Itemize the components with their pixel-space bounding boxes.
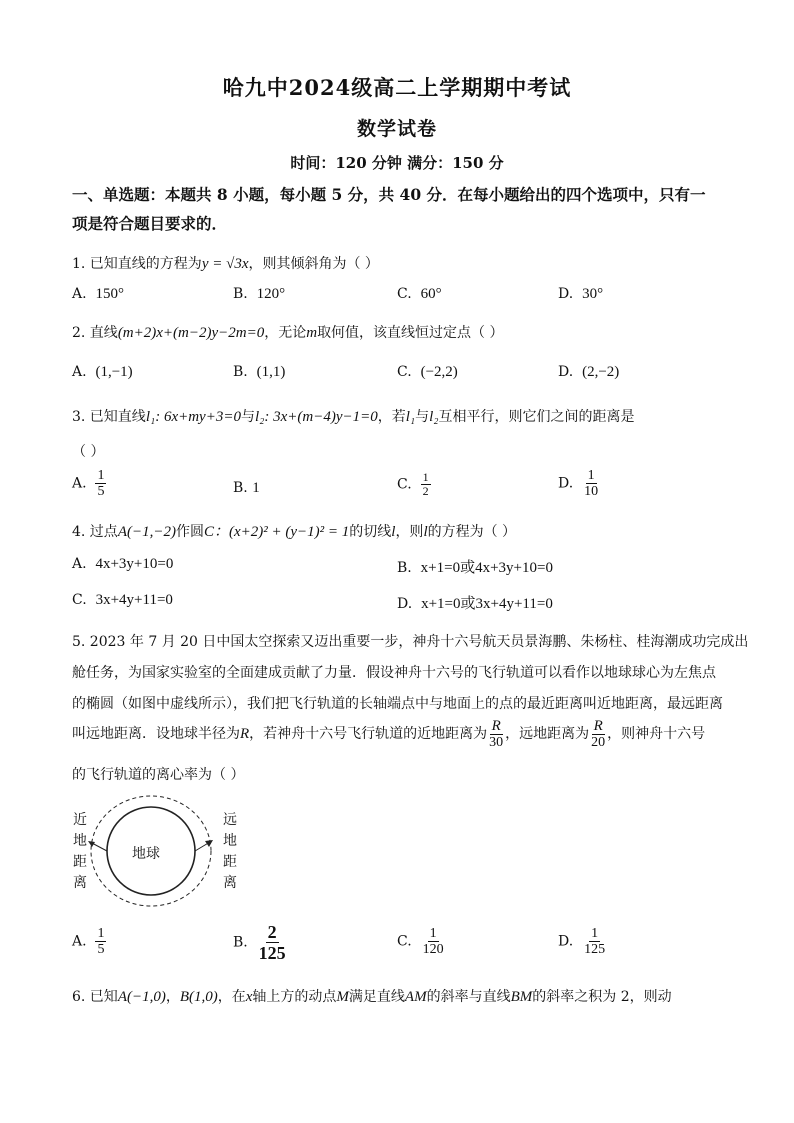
q6-m: M (336, 989, 349, 1005)
exam-title: 哈九中2024级高二上学期期中考试 (222, 75, 572, 100)
frac-den: 125 (258, 943, 286, 963)
frac-num: 1 (591, 926, 599, 941)
q4-mid3: ，则 (395, 524, 424, 540)
q6-x: x (245, 989, 253, 1005)
option-fraction (582, 926, 607, 957)
q4-circle-eq: C：(x+2)² + (y−1)² = 1 (203, 524, 350, 540)
option-label: C. (397, 476, 412, 493)
q5-line3: 的椭圆（如图中虚线所示），我们把飞行轨道的长轴端点中与地面上的点的最近距离叫近地距离，最远距离 (72, 696, 723, 712)
question-3 (72, 406, 635, 426)
q5-option-d[interactable] (558, 926, 607, 957)
frac-den: 5 (97, 942, 105, 957)
option-text: (1,1) (256, 364, 286, 380)
q5-line4d: ，则神舟十六号 (607, 726, 706, 742)
q3-option-d[interactable] (558, 468, 600, 499)
frac-num: 1 (587, 468, 595, 483)
q3-line1-eq: l₁: 6x+my+3=0 (145, 409, 241, 425)
option-fraction (582, 468, 600, 499)
q2-option-c[interactable] (397, 364, 458, 381)
option-text: 30° (582, 286, 604, 302)
option-text: (1,−1) (95, 364, 133, 380)
option-label: A. (72, 364, 87, 380)
option-text: 1 (252, 480, 260, 496)
option-label: A. (72, 286, 87, 302)
frac-den: 5 (97, 484, 105, 499)
q1-prefix: 1. 已知直线的方程为 (72, 256, 202, 272)
q6-mid4: 的斜率与直线 (426, 989, 511, 1005)
q6-bm: BM (510, 989, 533, 1005)
frac-num: 1 (429, 926, 437, 941)
apogee-label: 远地距离 (223, 812, 237, 891)
frac-den: 2 (422, 484, 429, 498)
frac-num: R (593, 717, 603, 734)
option-label: D. (558, 933, 574, 950)
q5-radius: R (240, 726, 250, 742)
option-text: 60° (420, 286, 442, 302)
q3-paren: （ ） (72, 444, 105, 460)
q3-suffix: 互相平行，则它们之间的距离是 (438, 409, 635, 425)
q6-mid1: ，在 (217, 989, 246, 1005)
q5-line1: 5. 2023 年 7 月 20 日中国太空探索又迈出重要一步，神舟十六号航天员景海鹏、朱杨柱、桂海潮成功完成出 (72, 634, 749, 650)
q4-suffix: 的方程为（ ） (427, 524, 517, 540)
q2-suffix: 取何值，该直线恒过定点（ ） (317, 325, 504, 341)
q2-middle: ，无论 (264, 325, 307, 341)
q2-option-a[interactable] (72, 364, 133, 381)
option-text: 4x+3y+10=0 (95, 556, 174, 572)
option-text: 150° (95, 286, 124, 302)
q1-option-a[interactable] (72, 286, 124, 303)
option-fraction (421, 926, 446, 957)
question-4 (72, 520, 516, 541)
q2-option-d[interactable] (558, 364, 619, 381)
frac-den: 125 (584, 942, 606, 957)
q6-mid2: 轴上方的动点 (252, 989, 337, 1005)
frac-den: 20 (591, 734, 606, 750)
q3-middle: ，若 (377, 409, 406, 425)
frac-den: 30 (489, 734, 504, 750)
q6-prefix: 6. 已知 (72, 989, 118, 1005)
option-label: C. (397, 286, 412, 302)
q6-point-a: A(−1,0) (117, 989, 166, 1005)
q2-formula: (m+2)x+(m−2)y−2m=0 (117, 325, 265, 341)
frac-num: 2 (267, 922, 277, 942)
option-label: C. (397, 364, 412, 380)
option-label: D. (397, 596, 413, 612)
frac-num: 1 (422, 470, 429, 484)
q5-option-b[interactable] (233, 922, 288, 963)
q2-var: m (306, 325, 318, 341)
q5-line2: 舱任务，为国家实验室的全面建成贡献了力量．假设神舟十六号的飞行轨道可以看作以地球球心为左焦点 (72, 665, 716, 681)
q3-and: 与 (240, 409, 255, 425)
q4-var2: l (423, 524, 428, 540)
q3-and2: 与 (415, 409, 430, 425)
frac-num: R (491, 717, 501, 734)
q4-mid2: 的切线 (349, 524, 392, 540)
q2-prefix: 2. 直线 (72, 325, 118, 341)
option-fraction (421, 471, 431, 498)
option-label: B. (233, 480, 248, 496)
subject-title: 数学试卷 (356, 118, 437, 140)
earth-label: 地球 (132, 846, 160, 862)
time-info: 时间：120 分钟 满分：150 分 (290, 154, 504, 172)
option-label: D. (558, 364, 574, 380)
q4-option-c[interactable] (72, 592, 173, 609)
apogee-arrowhead (205, 840, 213, 847)
q5-fraction-perigee (487, 719, 505, 750)
q5-fraction-apogee (589, 719, 607, 750)
option-label: C. (397, 933, 412, 950)
q3-option-b[interactable] (233, 480, 260, 497)
option-label: A. (72, 556, 87, 572)
q1-suffix: ，则其倾斜角为（ ） (248, 256, 379, 272)
perigee-label: 近地距离 (73, 812, 87, 891)
q3-option-a[interactable] (72, 468, 106, 499)
frac-num: 1 (97, 926, 105, 941)
option-label: D. (558, 286, 574, 302)
q5-option-c[interactable] (397, 926, 446, 957)
option-label: C. (72, 592, 87, 608)
option-text: x+1=0或4x+3y+10=0 (420, 560, 553, 576)
q3-l1: l₁ (405, 409, 416, 425)
option-text: (2,−2) (582, 364, 620, 380)
frac-den: 10 (584, 484, 599, 499)
option-text: (−2,2) (420, 364, 458, 380)
option-label: B. (397, 560, 412, 576)
q6-am: AM (404, 989, 427, 1005)
q6-suffix: 的斜率之积为 2，则动 (532, 989, 672, 1005)
q5-line4 (72, 718, 705, 750)
option-label: B. (233, 286, 248, 302)
section-heading-line2: 项是符合题目要求的． (72, 214, 228, 233)
frac-num: 1 (97, 468, 105, 483)
question-1 (72, 253, 379, 273)
question-2 (72, 322, 504, 342)
option-text: x+1=0或3x+4y+11=0 (421, 596, 553, 612)
q4-prefix: 4. 过点 (72, 524, 118, 540)
option-fraction (95, 468, 106, 499)
q3-option-c[interactable] (397, 471, 431, 498)
option-text: 120° (256, 286, 286, 302)
q6-point-b: B(1,0) (179, 989, 218, 1005)
q2-option-b[interactable] (233, 364, 285, 381)
q3-line2-eq: l₂: 3x+(m−4)y−1=0 (254, 409, 378, 425)
q4-option-b[interactable] (397, 556, 553, 577)
q1-option-d[interactable] (558, 286, 603, 303)
q4-point: A(−1,−2) (117, 524, 176, 540)
q1-formula: y = √3x (201, 256, 249, 272)
q6-mid3: 满足直线 (348, 989, 405, 1005)
q5-option-a[interactable] (72, 926, 106, 957)
section-heading-line1: 一、单选题：本题共 8 小题，每小题 5 分，共 40 分．在每小题给出的四个选项中，只有一 (72, 185, 706, 204)
question-6 (72, 986, 672, 1006)
q5-line4c: ，远地距离为 (505, 726, 590, 742)
option-fraction (95, 926, 106, 957)
option-text: 3x+4y+11=0 (95, 592, 173, 608)
option-fraction (257, 922, 288, 963)
q4-option-d[interactable] (397, 592, 553, 613)
frac-den: 120 (422, 942, 444, 957)
q3-prefix: 3. 已知直线 (72, 409, 146, 425)
option-label: A. (72, 475, 87, 492)
q5-line4a: 叫远地距离．设地球半径为 (72, 726, 240, 742)
q1-option-c[interactable] (397, 286, 442, 303)
q4-var: l (391, 524, 396, 540)
q3-l2: l₂ (429, 409, 439, 425)
option-label: D. (558, 475, 574, 492)
q5-line5: 的飞行轨道的离心率为（ ） (72, 767, 245, 783)
q5-line4b: ，若神舟十六号飞行轨道的近地距离为 (249, 726, 488, 742)
q1-option-b[interactable] (233, 286, 285, 303)
option-label: B. (233, 934, 248, 951)
option-label: B. (233, 364, 248, 380)
q6-sep: ， (165, 989, 180, 1005)
q4-mid1: 作圆 (175, 524, 204, 540)
option-label: A. (72, 933, 87, 950)
q4-option-a[interactable] (72, 556, 173, 573)
